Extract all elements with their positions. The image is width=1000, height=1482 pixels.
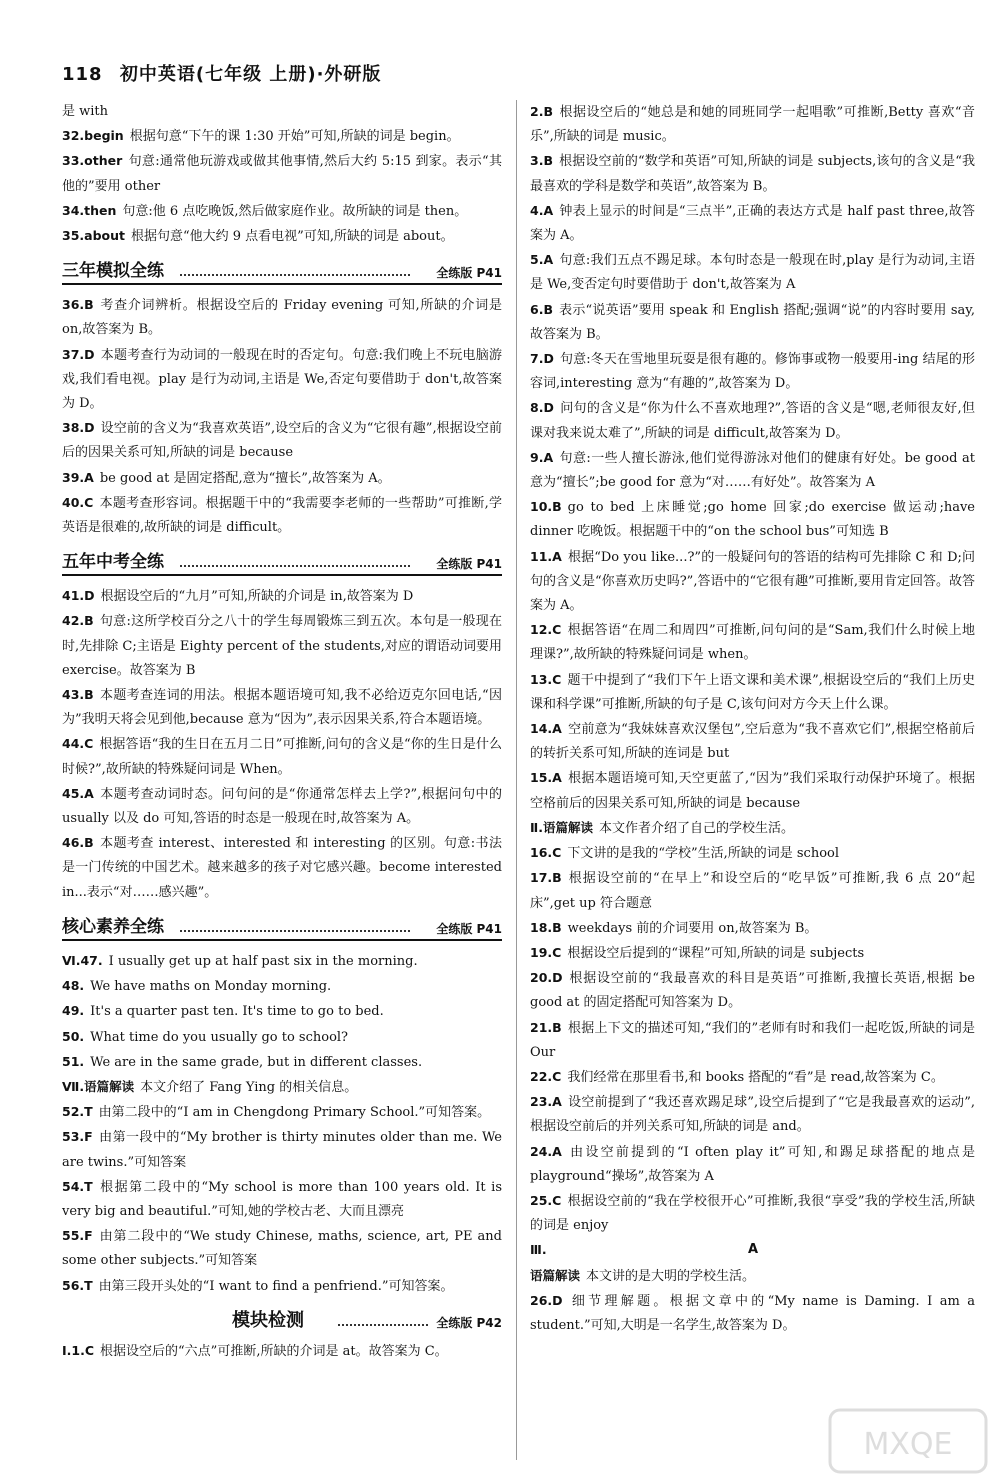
answer-text: go to bed 上床睡觉;go home 回家;do exercise 做运动;have dinner 吃晚饭。根据题干中的“on the school bus”可知选 B	[530, 500, 975, 540]
answer-item	[62, 974, 502, 999]
answer-number: 35.about	[62, 228, 125, 244]
page-number: 118	[62, 64, 103, 85]
answer-item	[62, 124, 502, 149]
answer-number: 48.	[62, 978, 85, 994]
answer-number: 43.B	[62, 687, 94, 703]
answer-text: 句意:他 6 点吃晚饭,然后做家庭作业。故所缺的词是 then。	[122, 203, 468, 219]
answer-item	[530, 841, 975, 866]
part-heading	[530, 1238, 975, 1263]
answer-text: 根据设空前的“数学和英语”可知,所缺的词是 subjects,该句的含义是“我最喜欢的学科是数学和英语”,故答案为 B。	[530, 154, 975, 194]
answer-list	[530, 100, 975, 1238]
section-list	[62, 949, 502, 1299]
section-header-three-year	[62, 255, 502, 285]
answer-item	[62, 1125, 502, 1174]
answer-item	[530, 966, 975, 1015]
answer-text: weekdays 前的介词要用 on,故答案为 B。	[567, 920, 818, 936]
answer-number: 7.D	[530, 351, 554, 367]
answer-text: 句意:冬天在雪地里玩耍是很有趣的。修饰事或物一般要用-ing 结尾的形容词,interesting 意为“有趣的”,故答案为 D。	[530, 352, 975, 392]
answer-item	[530, 668, 975, 717]
answer-number: 4.A	[530, 202, 554, 218]
answer-number: 33.other	[62, 153, 123, 169]
answer-text: 根据句意“他大约 9 点看电视”可知,所缺的词是 about。	[131, 229, 454, 245]
answer-number: 46.B	[62, 835, 94, 851]
answer-item	[530, 149, 975, 198]
answer-number: 6.B	[530, 301, 553, 317]
answer-text: 本文作者介绍了自己的学校生活。	[598, 820, 794, 836]
answer-number: 49.	[62, 1003, 85, 1019]
answer-number: 8.D	[530, 400, 554, 416]
answer-number: 51.	[62, 1053, 85, 1069]
answer-number: 37.D	[62, 346, 95, 362]
answer-item	[530, 916, 975, 941]
answer-number: 12.C	[530, 622, 562, 638]
answer-text: 由第二段中的“We study Chinese, maths, science, art, PE and some other subjects.”可知答案	[62, 1229, 502, 1269]
answer-item	[62, 1175, 502, 1224]
answer-number: 22.C	[530, 1068, 562, 1084]
answer-item	[530, 1016, 975, 1065]
answer-item	[530, 1065, 975, 1090]
answer-number: 54.T	[62, 1178, 93, 1194]
answer-text: 空前意为“我妹妹喜欢汉堡包”,空后意为“我不喜欢它们”,根据空格前后的转折关系可知,所缺的连词是 but	[530, 722, 975, 762]
answer-item	[62, 1025, 502, 1050]
answer-item	[62, 1224, 502, 1273]
answer-number: 语篇解读	[530, 1267, 581, 1283]
answer-number: 39.A	[62, 469, 94, 485]
answer-text: 本题考查行为动词的一般现在时的否定句。句意:我们晚上不玩电脑游戏,我们看电视。play 是行为动词,主语是 We,否定句要借助于 don't,故答案为 D。	[62, 347, 502, 412]
answer-number: 15.A	[530, 770, 562, 786]
section-list	[62, 1339, 502, 1364]
answer-text: 设空前提到了“我还喜欢踢足球”,设空后提到了“它是我最喜欢的运动”,根据设空前后的并列关系可知,所缺的词是 and。	[530, 1095, 975, 1135]
dot-leader	[180, 930, 410, 932]
section-ref: 全练版 P41	[436, 921, 502, 936]
dot-leader	[338, 1324, 428, 1326]
answer-number: 45.A	[62, 785, 94, 801]
answer-text: 根据第二段中的“My school is more than 100 years old. It is very big and beautiful.”可知,她的学校古老、大而且漂亮	[62, 1179, 502, 1219]
answer-text: 题干中提到了“我们下午上语文课和美术课”,根据设空后的“我们上历史课和科学课”可推断,所缺的句子是 C,该句问对方今天上什么课。	[530, 672, 975, 712]
answer-text: 考查介词辨析。根据设空后的 Friday evening 可知,所缺的介词是 on,故答案为 B。	[62, 298, 502, 338]
answer-item	[530, 495, 975, 544]
part-label: Ⅲ.	[530, 1242, 547, 1258]
answer-item	[62, 416, 502, 465]
answer-number: 18.B	[530, 919, 562, 935]
answer-text: 本文介绍了 Fang Ying 的相关信息。	[140, 1079, 358, 1095]
section-list	[62, 584, 502, 905]
answer-item	[530, 717, 975, 766]
answer-item	[62, 609, 502, 683]
answer-item	[62, 100, 502, 124]
watermark-logo	[828, 1408, 988, 1474]
answer-item	[62, 199, 502, 224]
answer-text: 本题考查 interest、interested 和 interesting 的区别。句意:书法是一门传统的中国艺术。越来越多的孩子对它感兴趣。become interested in...表示“对……感兴趣”。	[62, 836, 502, 900]
answer-text: 我们经常在那里看书,和 books 搭配的“看”是 read,故答案为 C。	[567, 1069, 944, 1085]
section-ref: 全练版 P41	[436, 266, 502, 281]
page-header	[62, 60, 381, 88]
answer-item	[62, 343, 502, 417]
book-title: 初中英语(七年级 上册)·外研版	[119, 64, 382, 85]
answer-text: 表示“说英语”要用 speak 和 English 搭配;强调“说”的内容时要用 say,故答案为 B。	[530, 302, 975, 342]
answer-text: 根据设空后的“六点”可推断,所缺的介词是 at。故答案为 C。	[100, 1343, 448, 1359]
section-title: 五年中考全练	[62, 552, 164, 573]
left-column	[62, 100, 502, 1364]
answer-item	[530, 941, 975, 966]
section-list	[62, 293, 502, 540]
answer-text: 本题考查动词时态。问句问的是“你通常怎样去上学?”,根据问句中的 usually 以及 do 可知,答语的时态是一般现在时,故答案为 A。	[62, 786, 502, 827]
answer-number: 50.	[62, 1028, 85, 1044]
answer-item	[62, 732, 502, 781]
answer-item	[530, 248, 975, 297]
section-header-core	[62, 911, 502, 941]
answer-item	[530, 866, 975, 915]
answer-text: 根据句意“下午的课 1:30 开始”可知,所缺的词是 begin。	[129, 129, 460, 145]
answer-item	[530, 298, 975, 347]
answer-number: 21.B	[530, 1019, 562, 1035]
answer-number: 38.D	[62, 420, 95, 436]
answer-text: 句意:通常他玩游戏或做其他事情,然后大约 5:15 到家。表示“其他的”要用 other	[62, 154, 502, 194]
answer-item	[62, 999, 502, 1024]
answer-item	[62, 224, 502, 249]
section-title: 三年模拟全练	[62, 261, 164, 282]
answer-text: 根据答语“我的生日在五月二日”可推断,问句的含义是“你的生日是什么时候?”,故所缺的特殊疑问词是 When。	[62, 737, 502, 777]
answer-number: 44.C	[62, 736, 94, 752]
answer-number: 36.B	[62, 297, 94, 313]
section-header-five-year	[62, 546, 502, 576]
answer-item	[530, 1264, 975, 1289]
answer-text: We have maths on Monday morning.	[90, 979, 332, 995]
answer-number: 41.D	[62, 588, 95, 604]
answer-number: 53.F	[62, 1129, 93, 1145]
answer-text: 是 with	[62, 104, 109, 119]
answer-item	[62, 1339, 502, 1364]
answer-number: Ⅵ.47.	[62, 952, 103, 968]
answer-number: 24.A	[530, 1143, 562, 1159]
answer-text: We are in the same grade, but in different classes.	[90, 1054, 423, 1070]
answer-item	[62, 683, 502, 732]
answer-item	[530, 446, 975, 495]
answer-number: 42.B	[62, 613, 94, 629]
right-column	[530, 100, 975, 1338]
answer-item	[530, 816, 975, 841]
answer-item	[530, 1090, 975, 1139]
answer-text: 句意:一些人擅长游泳,他们觉得游泳对他们的健康有好处。be good at 意为“擅长”;be good for 意为“对……有好处”。故答案为 A	[530, 450, 975, 491]
answer-item	[62, 949, 502, 974]
answer-number: 17.B	[530, 870, 562, 886]
answer-number: 14.A	[530, 721, 562, 737]
answer-number: 32.begin	[62, 128, 124, 144]
answer-item	[62, 491, 502, 540]
answer-number: 16.C	[530, 845, 562, 861]
answer-text: What time do you usually go to school?	[90, 1029, 349, 1045]
answer-text: 问句的含义是“你为什么不喜欢地理?”,答语的含义是“嗯,老师很友好,但课对我来说太难了”,所缺的词是 difficult,故答案为 D。	[530, 401, 975, 441]
answer-item	[62, 293, 502, 342]
answer-item	[530, 199, 975, 248]
module-header	[62, 1305, 502, 1335]
answer-text: 根据设空前的“我在学校很开心”可推断,我很“享受”我的学校生活,所缺的词是 enjoy	[530, 1193, 975, 1234]
answer-text: 本题考查连词的用法。根据本题语境可知,我不必给迈克尔回电话,“因为”我明天将会见到他,because 意为“因为”,表示因果关系,符合本题语境。	[62, 688, 502, 728]
answer-text: 句意:这所学校百分之八十的学生每周锻炼三到五次。本句是一般现在时,先排除 C;主语是 Eighty percent of the students,对应的谓语动词要用 exercise。故答案为 B	[62, 614, 502, 678]
svg-text:MXQE: MXQE	[863, 1427, 953, 1462]
answer-item	[62, 584, 502, 609]
answer-number: 55.F	[62, 1228, 93, 1244]
module-title: 模块检测	[232, 1309, 304, 1331]
answer-number: 34.then	[62, 202, 117, 218]
answer-text: be good at 是固定搭配,意为“擅长”,故答案为 A。	[99, 470, 391, 486]
answer-text: 由第三段开头处的“I want to find a penfriend.”可知答案。	[98, 1278, 454, 1294]
answer-text: 根据设空后的“九月”可知,所缺的介词是 in,故答案为 D	[100, 589, 414, 605]
answer-text: 根据答语“在周二和周四”可推断,问句问的是“Sam,我们什么时候上地理课?”,故所缺的特殊疑问词是 when。	[530, 623, 975, 663]
answer-item	[530, 545, 975, 619]
answer-item	[530, 396, 975, 445]
answer-text: 钟表上显示的时间是“三点半”,正确的表达方式是 half past three,故答案为 A。	[530, 203, 975, 244]
answer-item	[530, 1289, 975, 1338]
part-letter: A	[748, 1242, 759, 1258]
answer-item	[62, 831, 502, 905]
answer-item	[62, 1075, 502, 1100]
answer-text: 由第二段中的“I am in Chengdong Primary School.”可知答案。	[98, 1105, 491, 1121]
answer-text: 下文讲的是我的“学校”生活,所缺的词是 school	[567, 846, 840, 862]
answer-number: Ⅶ.语篇解读	[62, 1078, 135, 1094]
answer-item	[62, 466, 502, 491]
answer-number: 2.B	[530, 104, 553, 119]
answer-item	[62, 782, 502, 831]
answer-text: 根据上下文的描述可知,“我们的”老师有时和我们一起吃饭,所缺的词是 Our	[530, 1020, 975, 1060]
answer-text: 细节理解题。根据文章中的“My name is Daming. I am a student.”可知,大明是一名学生,故答案为 D。	[530, 1293, 975, 1333]
answer-text: 由第一段中的“My brother is thirty minutes older than me. We are twins.”可知答案	[62, 1130, 502, 1170]
answer-text: 由设空前提到的“I often play it”可知,和踢足球搭配的地点是 playground“操场”,故答案为 A	[530, 1144, 975, 1184]
answer-number: Ⅰ.1.C	[62, 1342, 95, 1358]
answer-number: 20.D	[530, 970, 563, 986]
answer-item	[530, 766, 975, 815]
answer-text: 根据设空后的“她总是和她的同班同学一起唱歌”可推断,Betty 喜欢“音乐”,所缺的词是 music。	[530, 105, 975, 145]
answer-text: 根据设空前的“在早上”和设空后的“吃早饭”可推断,我 6 点 20“起床”,get up 符合题意	[530, 871, 975, 911]
answer-number: 10.B	[530, 499, 562, 515]
answer-number: 23.A	[530, 1094, 562, 1110]
intro-list	[62, 100, 502, 249]
answer-number: 26.D	[530, 1292, 563, 1308]
answer-number: 52.T	[62, 1104, 93, 1120]
answer-number: 9.A	[530, 449, 554, 465]
module-ref: 全练版 P42	[436, 1315, 502, 1330]
answer-number: 11.A	[530, 548, 562, 564]
answer-text: 根据“Do you like...?”的一般疑问句的答语的结构可先排除 C 和 D;问句的含义是“你喜欢历史吗?”,答语中的“它很有趣”可推断,要用肯定回答。故答案为 A。	[530, 549, 975, 614]
answer-text: 本文讲的是大明的学校生活。	[586, 1268, 756, 1284]
answer-text: 设空前的含义为“我喜欢英语”,设空后的含义为“它很有趣”,根据设空前后的因果关系可知,所缺的词是 because	[62, 421, 502, 461]
answer-list	[530, 1264, 975, 1339]
answer-text: 句意:我们五点不踢足球。本句时态是一般现在时,play 是行为动词,主语是 We,变否定句时要借助于 don't,故答案为 A	[530, 253, 975, 293]
answer-text: 根据设空后提到的“课程”可知,所缺的词是 subjects	[567, 945, 865, 961]
section-ref: 全练版 P41	[436, 557, 502, 572]
answer-item	[62, 1050, 502, 1075]
answer-item	[530, 1189, 975, 1238]
answer-item	[62, 1274, 502, 1299]
answer-text: I usually get up at half past six in the morning.	[108, 953, 418, 969]
answer-number: 19.C	[530, 944, 562, 960]
answer-number: 3.B	[530, 153, 553, 169]
dot-leader	[180, 274, 410, 276]
answer-item	[62, 149, 502, 198]
answer-item	[530, 347, 975, 396]
answer-text: 根据本题语境可知,天空更蓝了,“因为”我们采取行动保护环境了。根据空格前后的因果关系可知,所缺的词是 because	[530, 771, 975, 811]
dot-leader	[180, 565, 410, 567]
answer-number: 25.C	[530, 1192, 562, 1208]
answer-text: 本题考查形容词。根据题干中的“我需要李老师的一些帮助”可推断,学英语是很难的,故所缺的词是 difficult。	[62, 495, 502, 536]
answer-item	[530, 100, 975, 149]
answer-number: 13.C	[530, 671, 562, 687]
answer-item	[530, 618, 975, 667]
answer-text: 根据设空前的“我最喜欢的科目是英语”可推断,我擅长英语,根据 be good at 的固定搭配可知答案为 D。	[530, 971, 975, 1011]
answer-number: 40.C	[62, 494, 94, 510]
answer-item	[530, 1140, 975, 1189]
section-title: 核心素养全练	[62, 916, 164, 937]
answer-number: 5.A	[530, 252, 554, 268]
answer-number: 56.T	[62, 1277, 93, 1293]
answer-text: It's a quarter past ten. It's time to go to bed.	[90, 1004, 384, 1020]
answer-number: Ⅱ.语篇解读	[530, 819, 593, 835]
answer-item	[62, 1100, 502, 1125]
